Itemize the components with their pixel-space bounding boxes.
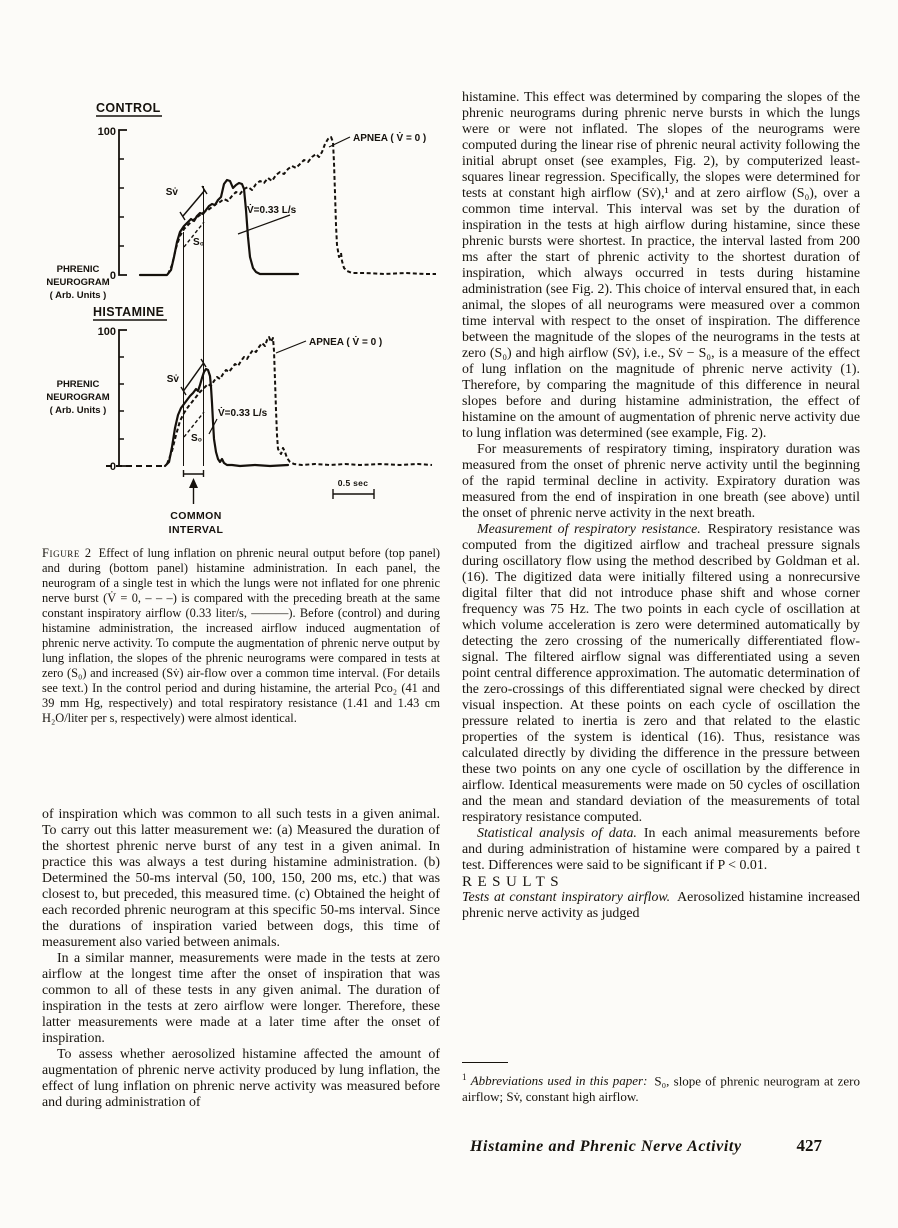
top-sv-slope-line xyxy=(183,190,205,216)
top-y-max-label: 100 xyxy=(97,126,116,138)
bottom-s0-label: S₀ xyxy=(191,433,203,444)
top-sv-label: Sv̇ xyxy=(165,187,178,198)
footnote-marker: 1 xyxy=(462,1072,467,1082)
top-inflated-trace xyxy=(140,180,298,275)
right-paragraph-slopes: histamine. This effect was determined by comparing the slopes of the phrenic neurograms during phrenic nerve bursts in which the lungs were or were not inflated. The slopes of the neurograms were computed during the linear rise of phrenic neural activity following the initial abrupt onset (see examples, Fig. 2), by computerized least-squares linear regression. Specifically, the slopes were determined for tests at constant high airflow (Sv̇),¹ and at zero airflow (S₀), over a common time interval. This interval was set by the duration of inspiration in the tests at high airflow during histamine, since these phrenic bursts were shortest. In practice, the interval lasted from 200 ms after the start of phrenic activity to the shortest duration of inspiration, which always occurred in tests during histamine administration (see Fig. 2). This choice of interval ensured that, in each animal, the slopes of all neurograms were measured over a common time interval with respect to the onset of inspiration. The difference between the magnitude of the slopes of the neurograms in the tests at zero (S₀) and high airflow (Sv̇), i.e., Sv̇ − S₀, is a measure of the effect of lung inflation on the magnitude of phrenic nerve activity (1). Therefore, by comparing the magnitude of this difference in neural slopes before and during histamine administration, the effect of histamine on the amount of augmentation of phrenic nerve activity due to lung inflation was determined (see example, Fig. 2). xyxy=(462,90,860,441)
top-apnea-label: APNEA ( V̇ = 0 ) xyxy=(353,133,427,144)
left-paragraph-continuation: of inspiration which was common to all such tests in a given animal. To carry out this latter measurement we: (a) Measured the duration of the shortest phrenic nerve burst of any test in a given animal. In practice this was always a test during histamine administration. (b) Determined the 50-ms interval (50, 100, 150, 200 ms, etc.) that was closest to, but preceded, this measured time. (c) Obtained the height of each recorded phrenic neurogram at this specific 50-ms interval. Since the durations of inspiration varied between dogs, this time of measurement also varied between animals. xyxy=(42,807,440,950)
tests-text: Aerosolized histamine increased phrenic nerve activity as judged xyxy=(462,890,861,921)
resistance-text: Respiratory resistance was computed from the digitized airflow and tracheal pressure signals during oscillatory flow using the method described by Goldman et al. (16). The digitized data were initially filtered using a nonrecursive digital filter that did not introduce phase shift and whose corner frequency was 75 Hz. The two points in each cycle of oscillation at which volume acceleration is zero were determined automatically by detecting the zero crossing of the numerically differentiated flow-signal. The filtered airflow signal was differentiated using a seven point central difference approximation. The automatic determination of the zero-crossings of this differentiated signal were checked by direct visual inspection. At these points on each cycle of oscillation the pressure related to inertia is zero and that related to the elastic properties of the system is identical (16). Thus, resistance was calculated directly by dividing the difference in the pressure between these two points on any one cycle of oscillation by the difference in airflow. Identical measurements were made on 50 cycles of oscillation and the mean and standard deviation of the measurements of total respiratory resistance computed. xyxy=(462,522,860,825)
top-y-axis xyxy=(119,130,127,275)
footnote-rule xyxy=(462,1062,508,1063)
bottom-axis-label-line3: ( Arb. Units ) xyxy=(49,405,107,416)
results-heading: RESULTS xyxy=(462,874,565,890)
common-interval-label-line2: INTERVAL xyxy=(168,524,224,536)
time-scale-bar xyxy=(333,489,374,499)
right-paragraph-statistics xyxy=(462,826,860,874)
tests-lead-italic: Tests at constant inspiratory airflow. xyxy=(462,890,671,905)
figure-caption xyxy=(42,546,440,726)
top-axis-label-line3: ( Arb. Units ) xyxy=(49,290,107,301)
footnote-text: S₀, slope of phrenic neurogram at zero airflow; Sv̇, constant high airflow. xyxy=(462,1073,861,1104)
bottom-apnea-label: APNEA ( V̇ = 0 ) xyxy=(309,337,383,348)
bottom-flow-label: V̇=0.33 L/s xyxy=(218,408,268,419)
right-paragraph-tests xyxy=(462,890,860,922)
running-title: Histamine and Phrenic Nerve Activity xyxy=(470,1138,742,1155)
bottom-apnea-trace xyxy=(167,337,432,465)
bottom-apnea-pointer xyxy=(276,341,306,353)
common-interval-bracket xyxy=(184,470,204,477)
statistics-lead-italic: Statistical analysis of data. xyxy=(477,826,637,841)
bottom-y-axis xyxy=(119,330,127,466)
figure-caption-text: Effect of lung inflation on phrenic neural output before (top panel) and during (bottom panel) histamine administration. In each panel, the neurogram of a single test in which the lungs were not inflated for one phrenic nerve burst (V̇ = 0, – – –) is compared with the preceding breath at the same constant inspiratory airflow (0.33 liter/s, ———). Before (control) and during histamine administration, the increased airflow induced augmentation of phrenic nerve activity. To compute the augmentation of phrenic nerve output by lung inflation, the slopes of the phrenic neurograms were compared in tests at zero (S₀) and increased (Sv̇) air-flow over a common time interval. (For details see text.) In the control period and during histamine, the arterial Pco₂ (41 and 39 mm Hg, respectively) and total respiratory resistance (1.41 and 1.43 cm H₂O/liter per s, respectively) were almost identical. xyxy=(42,546,441,725)
bottom-axis-label-line2: NEUROGRAM xyxy=(46,392,110,403)
top-panel-title: CONTROL xyxy=(96,101,161,115)
time-scale-label: 0.5 sec xyxy=(337,478,369,488)
top-s0-label: S₀ xyxy=(193,237,205,248)
common-interval-arrow-head xyxy=(189,478,198,488)
footnote-lead-italic: Abbreviations used in this paper: xyxy=(470,1073,648,1089)
left-paragraph-similar-manner: In a similar manner, measurements were made in the tests at zero airflow at the longest time after the onset of inspiration that was common to all of these tests in any given animal. The duration of inspiration in the tests at zero airflow were longer. Therefore, these latter measurements were made at a later time after the onset of inspiration. xyxy=(42,951,440,1046)
top-y-min-label: 0 xyxy=(109,270,116,282)
figure-2 xyxy=(40,85,460,545)
bottom-panel-title: HISTAMINE xyxy=(93,305,165,319)
resistance-lead-italic: Measurement of respiratory resistance. xyxy=(477,522,701,537)
footnote xyxy=(462,1062,860,1104)
figure-caption-label: Figure 2 xyxy=(42,546,92,560)
bottom-y-max-label: 100 xyxy=(97,326,116,338)
common-interval-label-line1: COMMON xyxy=(170,510,222,522)
bottom-y-min-label: 0 xyxy=(109,461,116,473)
right-paragraph-resistance xyxy=(462,522,860,826)
bottom-sv-label: Sv̇ xyxy=(166,374,179,385)
top-flow-label: V̇=0.33 L/s xyxy=(247,205,297,216)
page-footer xyxy=(462,1136,860,1156)
bottom-axis-label-line1: PHRENIC xyxy=(56,379,100,390)
top-axis-label-line2: NEUROGRAM xyxy=(46,277,110,288)
right-column xyxy=(462,90,860,922)
left-paragraph-assess: To assess whether aerosolized histamine affected the amount of augmentation of phrenic nerve activity produced by lung inflation, the effect of lung inflation on phrenic nerve activity was measured before and during administration of xyxy=(42,1047,440,1110)
left-column xyxy=(42,807,440,1111)
page-number: 427 xyxy=(796,1136,822,1155)
statistics-text: In each animal measurements before and during administration of histamine were compared by a paired t test. Differences were said to be significant if P < 0.01. xyxy=(462,826,860,873)
top-axis-label-line1: PHRENIC xyxy=(56,264,100,275)
right-paragraph-timing: For measurements of respiratory timing, inspiratory duration was measured from the onset of phrenic nerve activity until the beginning of the rapid terminal decline in activity. Expiratory duration was measured from the end of inspiration in one breath (see above) until the onset of phrenic nerve activity in the next breath. xyxy=(462,442,860,521)
